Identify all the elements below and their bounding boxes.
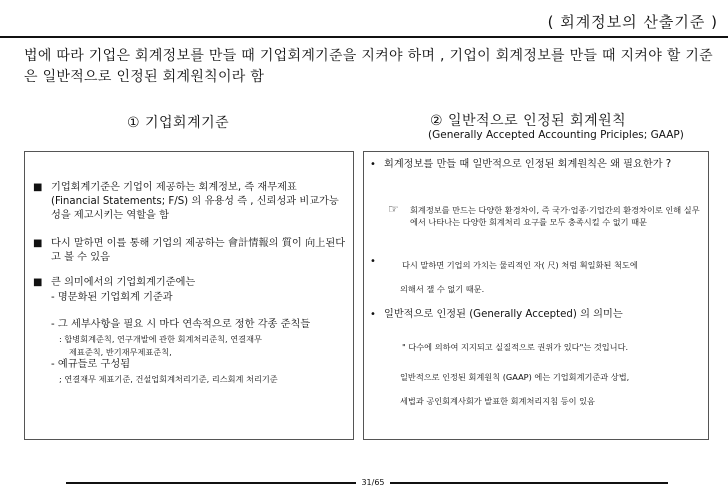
right-heading-subtitle: (Generally Accepted Accounting Priciples; GAAP) <box>428 129 684 141</box>
right-question-2: 일반적으로 인정된 (Generally Accepted) 의 의미는 <box>384 309 623 320</box>
top-rule <box>0 36 728 38</box>
left-heading: ① 기업회계기준 <box>127 115 230 131</box>
left-sub-3: - 예규들로 구성됨 <box>51 359 131 370</box>
right-more-2b: 세법과 공인회계사회가 발표한 회계처리지침 등이 있음 <box>400 396 595 406</box>
dot-bullet-icon: • <box>370 256 376 267</box>
dot-bullet-icon: • <box>370 309 376 320</box>
right-question-1: 회계정보를 만들 때 일반적으로 인정된 회계원칙은 왜 필요한가 ? <box>384 159 672 170</box>
right-more-1b: 의해서 잴 수 없기 때문. <box>400 284 485 294</box>
square-bullet-icon: ■ <box>33 277 43 288</box>
pointing-hand-icon: ☞ <box>388 202 399 216</box>
left-sub-1: - 명문화된 기업회계 기준과 <box>51 292 173 303</box>
dot-bullet-icon: • <box>370 159 376 170</box>
left-sub-2-detail-1: : 합병회계준칙, 연구개발에 관한 회계처리준칙, 연결재무 <box>59 334 262 344</box>
right-more-1a: 다시 말하면 기업의 가치는 물리적인 자( 尺) 처럼 획일화된 척도에 <box>402 260 638 270</box>
right-heading: ② 일반적으로 인정된 회계원칙 <box>430 113 627 129</box>
right-more-2a: 일반적으로 인정된 회계원칙 (GAAP) 에는 기업회계기준과 상법, <box>400 372 630 382</box>
square-bullet-icon: ■ <box>33 182 43 193</box>
page-number: 31/65 <box>356 476 390 490</box>
intro-text: 법에 따라 기업은 회계정보를 만들 때 기업회계기준을 지켜야 하며 , 기업이 회계정보를 만들 때 지켜야 할 기준은 일반적으로 인정된 회계원칙이라 함 <box>24 48 714 85</box>
slide-title: ( 회계정보의 산출기준 ) <box>547 13 718 31</box>
left-bullet-1: 기업회계기준은 기업이 제공하는 회계정보, 즉 재무제표 (Financial Statements; F/S) 의 유용성 즉 , 신뢰성과 비교가능성을 제고시키는 역할을 함 <box>51 182 339 221</box>
left-sub-2-detail-2: 제표준칙, 반기재무제표준칙, <box>69 347 172 357</box>
square-bullet-icon: ■ <box>33 238 43 249</box>
left-sub-3-detail: ; 연결재무 제표기준, 건설업회계처리기준, 리스회계 처리기준 <box>59 374 278 384</box>
left-bullet-3: 큰 의미에서의 기업회계기준에는 <box>51 277 196 288</box>
left-panel <box>24 151 354 440</box>
right-answer-1: 회계정보를 만드는 다양한 환경차이, 즉 국가·업종·기업간의 환경차이로 인해 실무에서 나타나는 다양한 회계처리 요구를 모두 충족시킬 수 없기 때문 <box>410 205 700 227</box>
right-panel <box>363 151 709 440</box>
right-quote: " 다수에 의하여 지지되고 실질적으로 권위가 있다"는 것입니다. <box>402 342 629 352</box>
left-sub-2: - 그 세부사항을 필요 시 마다 연속적으로 정한 각종 준칙들 <box>51 319 311 330</box>
left-bullet-2: 다시 말하면 이를 통해 기업의 제공하는 會計情報의 質이 向上된다고 볼 수 있음 <box>51 238 346 263</box>
